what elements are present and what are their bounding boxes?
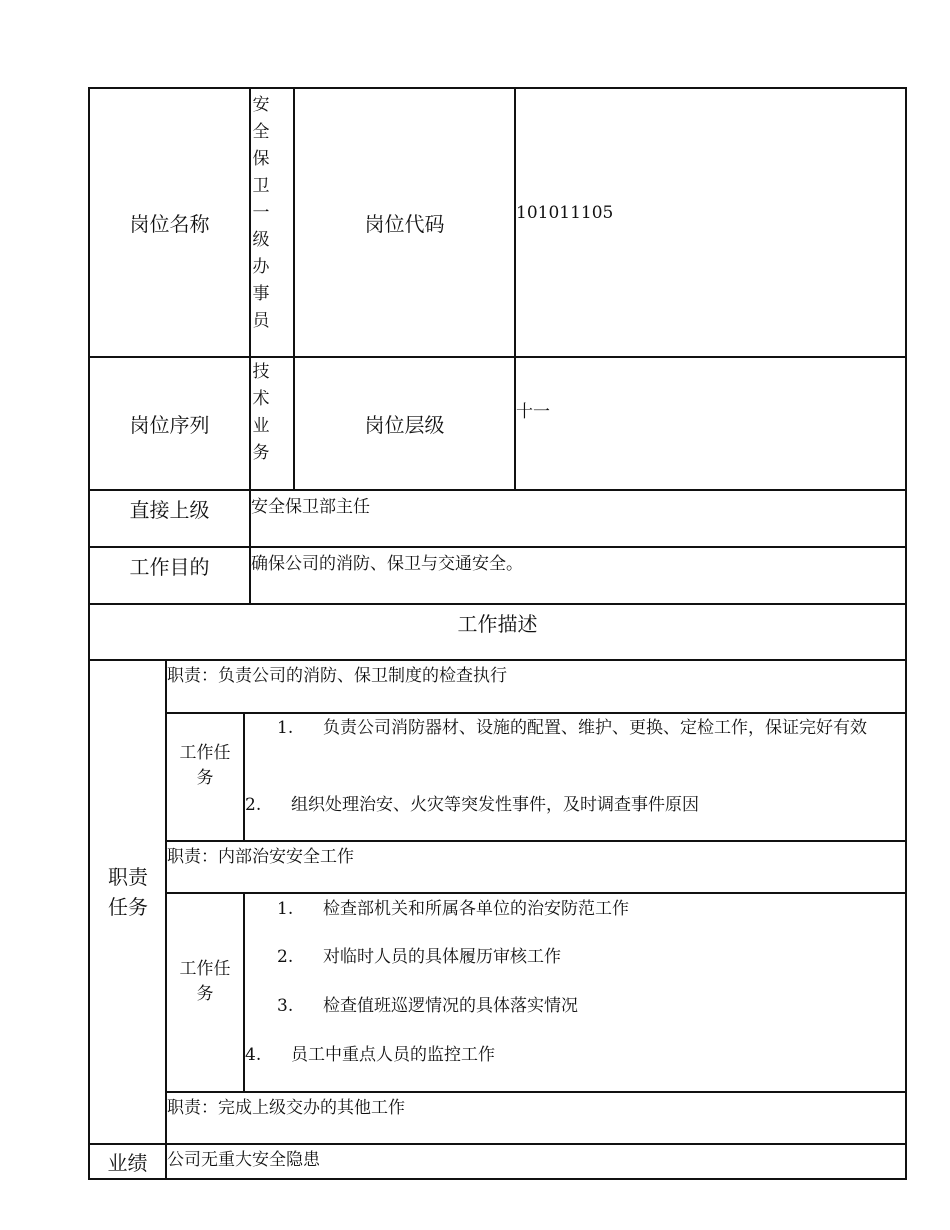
task-number: 4.	[245, 1045, 262, 1065]
task-label-text: 工作任务	[179, 743, 231, 788]
task-label	[167, 956, 243, 1008]
task-label	[167, 740, 243, 792]
duty-title: 职责：完成上级交办的其他工作	[167, 1098, 405, 1118]
position-code-value: 101011105	[516, 203, 614, 223]
description-title: 工作描述	[457, 611, 538, 636]
position-series-label: 岗位序列	[129, 413, 210, 437]
task-label-text: 工作任务	[179, 959, 231, 1004]
task-item	[277, 994, 578, 1018]
performance-value: 公司无重大安全隐患	[167, 1150, 320, 1170]
task-text: 检查值班巡逻情况的具体落实情况	[323, 996, 578, 1016]
task-item	[277, 716, 887, 740]
task-number: 1.	[277, 899, 294, 919]
duty-title: 职责：负责公司的消防、保卫制度的检查执行	[167, 666, 507, 686]
task-text: 员工中重点人员的监控工作	[291, 1045, 495, 1065]
duties-label-text: 职责任务	[108, 865, 148, 919]
position-name-label: 岗位名称	[129, 212, 210, 236]
task-text: 对临时人员的具体履历审核工作	[323, 947, 561, 967]
task-number: 2.	[277, 947, 294, 967]
position-level-label: 岗位层级	[364, 413, 445, 437]
superior-value: 安全保卫部主任	[251, 497, 370, 517]
position-code-label: 岗位代码	[364, 212, 445, 236]
position-name-value: 安全保卫一级办事员	[252, 95, 270, 331]
task-text: 组织处理治安、火灾等突发性事件，及时调查事件原因	[291, 795, 699, 815]
performance-label: 业绩	[107, 1151, 148, 1175]
duties-label	[98, 860, 158, 924]
purpose-value: 确保公司的消防、保卫与交通安全。	[251, 554, 523, 574]
position-level-value: 十一	[516, 402, 550, 422]
task-item	[245, 1043, 495, 1067]
task-number: 1.	[277, 718, 294, 738]
task-text: 检查部机关和所属各单位的治安防范工作	[323, 899, 629, 919]
task-item	[277, 897, 629, 921]
task-number: 2.	[245, 795, 262, 815]
position-series-value: 技术业务	[252, 362, 270, 463]
task-item	[245, 793, 885, 817]
task-number: 3.	[277, 996, 294, 1016]
purpose-label: 工作目的	[129, 554, 210, 579]
task-text: 负责公司消防器材、设施的配置、维护、更换、定检工作，保证完好有效	[323, 718, 867, 738]
task-item	[277, 945, 561, 969]
superior-label: 直接上级	[129, 497, 210, 522]
duty-title: 职责：内部治安安全工作	[167, 847, 354, 867]
